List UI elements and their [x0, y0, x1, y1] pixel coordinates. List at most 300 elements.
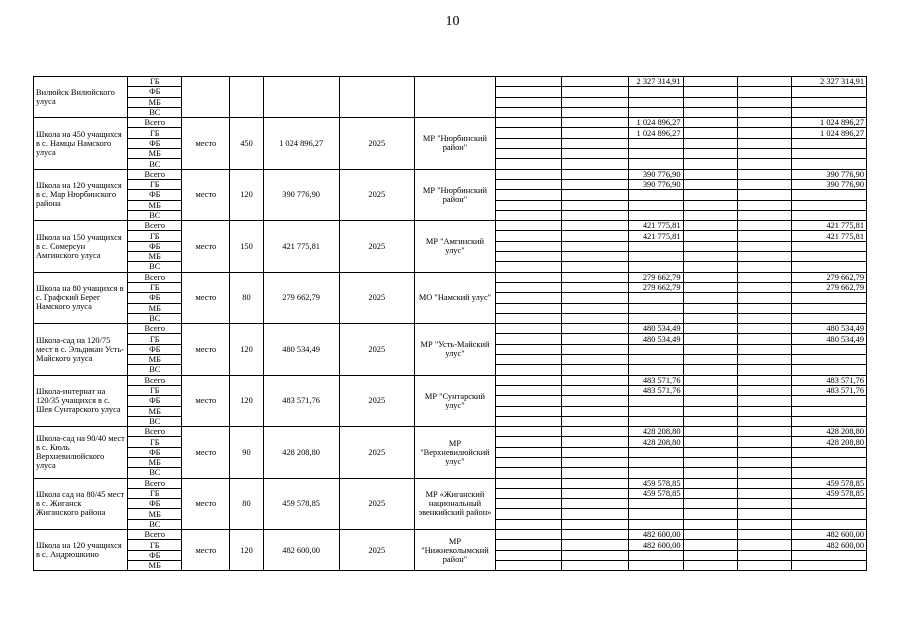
empty-cell: [683, 468, 737, 478]
funding-source-cell: ГБ: [128, 540, 182, 550]
amount-cell: [629, 303, 683, 313]
funding-source-cell: ФБ: [128, 499, 182, 509]
amount-cell: 1 024 896,27: [629, 118, 683, 128]
funding-source-cell: ВС: [128, 107, 182, 117]
empty-cell: [562, 272, 629, 282]
cost-cell: 428 208,80: [263, 427, 339, 478]
unit-cell: место: [182, 530, 230, 571]
total-amount-cell: [791, 550, 866, 560]
funding-source-cell: МБ: [128, 406, 182, 416]
total-amount-cell: 480 534,49: [791, 324, 866, 334]
empty-cell: [562, 406, 629, 416]
empty-cell: [737, 138, 791, 148]
amount-cell: [629, 344, 683, 354]
empty-cell: [562, 200, 629, 210]
empty-cell: [683, 447, 737, 457]
empty-cell: [562, 519, 629, 529]
empty-cell: [496, 530, 562, 540]
empty-cell: [496, 221, 562, 231]
empty-cell: [737, 97, 791, 107]
amount-cell: 1 024 896,27: [629, 128, 683, 138]
empty-cell: [496, 550, 562, 560]
year-cell: 2025: [339, 272, 414, 323]
empty-cell: [683, 416, 737, 426]
empty-cell: [737, 334, 791, 344]
cost-cell: 459 578,85: [263, 478, 339, 529]
empty-cell: [683, 550, 737, 560]
funding-source-cell: ФБ: [128, 550, 182, 560]
funding-source-cell: ГБ: [128, 231, 182, 241]
empty-cell: [562, 138, 629, 148]
empty-cell: [562, 303, 629, 313]
empty-cell: [737, 540, 791, 550]
empty-cell: [562, 179, 629, 189]
funding-source-cell: МБ: [128, 457, 182, 467]
empty-cell: [683, 118, 737, 128]
budget-table: [33, 76, 867, 571]
year-cell: 2025: [339, 169, 414, 220]
empty-cell: [683, 77, 737, 87]
empty-cell: [496, 252, 562, 262]
table-row: [34, 77, 867, 87]
empty-cell: [683, 149, 737, 159]
amount-cell: [629, 365, 683, 375]
funding-source-cell: ФБ: [128, 87, 182, 97]
empty-cell: [562, 313, 629, 323]
table-row: [34, 169, 867, 179]
empty-cell: [683, 272, 737, 282]
amount-cell: 2 327 314,91: [629, 77, 683, 87]
capacity-cell: 90: [230, 427, 263, 478]
amount-cell: [629, 396, 683, 406]
empty-cell: [562, 396, 629, 406]
funding-source-cell: Всего: [128, 478, 182, 488]
empty-cell: [683, 488, 737, 498]
cost-cell: 279 662,79: [263, 272, 339, 323]
total-amount-cell: 279 662,79: [791, 272, 866, 282]
responsible-cell: МР "Амгинский улус": [414, 221, 495, 272]
funding-source-cell: Всего: [128, 530, 182, 540]
total-amount-cell: 482 600,00: [791, 530, 866, 540]
funding-source-cell: ФБ: [128, 293, 182, 303]
total-amount-cell: [791, 87, 866, 97]
total-amount-cell: 483 571,76: [791, 375, 866, 385]
empty-cell: [683, 282, 737, 292]
amount-cell: [629, 509, 683, 519]
table-row: [34, 478, 867, 488]
total-amount-cell: [791, 396, 866, 406]
total-amount-cell: 390 776,90: [791, 169, 866, 179]
empty-cell: [683, 252, 737, 262]
amount-cell: 279 662,79: [629, 272, 683, 282]
table-row: [34, 272, 867, 282]
empty-cell: [683, 303, 737, 313]
funding-source-cell: ФБ: [128, 447, 182, 457]
empty-cell: [683, 365, 737, 375]
funding-source-cell: ВС: [128, 468, 182, 478]
empty-cell: [496, 457, 562, 467]
amount-cell: 483 571,76: [629, 385, 683, 395]
year-cell: 2025: [339, 375, 414, 426]
funding-source-cell: ГБ: [128, 385, 182, 395]
empty-cell: [562, 447, 629, 457]
empty-cell: [562, 355, 629, 365]
empty-cell: [496, 519, 562, 529]
total-amount-cell: 459 578,85: [791, 488, 866, 498]
total-amount-cell: 482 600,00: [791, 540, 866, 550]
year-cell: 2025: [339, 221, 414, 272]
empty-cell: [496, 427, 562, 437]
funding-source-cell: ФБ: [128, 344, 182, 354]
empty-cell: [562, 282, 629, 292]
empty-cell: [737, 87, 791, 97]
responsible-cell: МО "Намский улус": [414, 272, 495, 323]
object-name-cell: Школа-сад на 90/40 мест в с. Кюль Верхневилюйского улуса: [34, 427, 128, 478]
cost-cell: 421 775,81: [263, 221, 339, 272]
empty-cell: [737, 128, 791, 138]
amount-cell: 428 208,80: [629, 437, 683, 447]
empty-cell: [496, 262, 562, 272]
funding-source-cell: МБ: [128, 303, 182, 313]
empty-cell: [737, 190, 791, 200]
empty-cell: [496, 324, 562, 334]
empty-cell: [562, 293, 629, 303]
total-amount-cell: 428 208,80: [791, 427, 866, 437]
funding-source-cell: ФБ: [128, 138, 182, 148]
empty-cell: [737, 107, 791, 117]
empty-cell: [737, 118, 791, 128]
empty-cell: [737, 447, 791, 457]
year-cell: 2025: [339, 530, 414, 571]
empty-cell: [737, 427, 791, 437]
empty-cell: [683, 210, 737, 220]
funding-source-cell: ВС: [128, 159, 182, 169]
empty-cell: [737, 519, 791, 529]
total-amount-cell: [791, 355, 866, 365]
total-amount-cell: 483 571,76: [791, 385, 866, 395]
funding-source-cell: ФБ: [128, 241, 182, 251]
empty-cell: [737, 159, 791, 169]
empty-cell: [562, 344, 629, 354]
total-amount-cell: [791, 210, 866, 220]
empty-cell: [737, 200, 791, 210]
empty-cell: [737, 509, 791, 519]
empty-cell: [683, 221, 737, 231]
empty-cell: [562, 128, 629, 138]
amount-cell: [629, 159, 683, 169]
empty-cell: [496, 77, 562, 87]
cost-cell: 483 571,76: [263, 375, 339, 426]
unit-cell: место: [182, 169, 230, 220]
total-amount-cell: 390 776,90: [791, 179, 866, 189]
funding-source-cell: ГБ: [128, 334, 182, 344]
responsible-cell: МР "Нюрбинский район": [414, 118, 495, 169]
empty-cell: [737, 169, 791, 179]
amount-cell: 428 208,80: [629, 427, 683, 437]
responsible-cell: МР "Сунтарский улус": [414, 375, 495, 426]
unit-cell: место: [182, 427, 230, 478]
empty-cell: [737, 221, 791, 231]
object-name-cell: Школа на 120 учащихся в с. Мар Нюрбинского района: [34, 169, 128, 220]
responsible-cell: МР "Нюрбинский район": [414, 169, 495, 220]
empty-cell: [562, 107, 629, 117]
empty-cell: [496, 231, 562, 241]
funding-source-cell: ВС: [128, 210, 182, 220]
object-name-cell: Школа-интернат на 120/35 учащихся в с. Шея Сунтарского улуса: [34, 375, 128, 426]
table-row: [34, 118, 867, 128]
empty-cell: [496, 365, 562, 375]
amount-cell: [629, 293, 683, 303]
empty-cell: [562, 262, 629, 272]
amount-cell: 483 571,76: [629, 375, 683, 385]
empty-cell: [683, 313, 737, 323]
empty-cell: [496, 128, 562, 138]
year-cell: [339, 77, 414, 118]
empty-cell: [562, 169, 629, 179]
unit-cell: место: [182, 272, 230, 323]
empty-cell: [496, 375, 562, 385]
empty-cell: [562, 210, 629, 220]
total-amount-cell: 1 024 896,27: [791, 118, 866, 128]
funding-source-cell: ВС: [128, 519, 182, 529]
empty-cell: [562, 241, 629, 251]
funding-source-cell: Всего: [128, 375, 182, 385]
empty-cell: [562, 468, 629, 478]
empty-cell: [737, 149, 791, 159]
empty-cell: [562, 509, 629, 519]
empty-cell: [683, 560, 737, 570]
empty-cell: [737, 313, 791, 323]
empty-cell: [496, 138, 562, 148]
funding-source-cell: МБ: [128, 560, 182, 570]
funding-source-cell: Всего: [128, 221, 182, 231]
empty-cell: [496, 200, 562, 210]
empty-cell: [496, 293, 562, 303]
unit-cell: место: [182, 478, 230, 529]
empty-cell: [496, 282, 562, 292]
total-amount-cell: 421 775,81: [791, 231, 866, 241]
empty-cell: [496, 241, 562, 251]
empty-cell: [683, 200, 737, 210]
total-amount-cell: 2 327 314,91: [791, 77, 866, 87]
empty-cell: [496, 159, 562, 169]
empty-cell: [737, 324, 791, 334]
amount-cell: 390 776,90: [629, 169, 683, 179]
empty-cell: [496, 97, 562, 107]
amount-cell: [629, 87, 683, 97]
empty-cell: [737, 344, 791, 354]
responsible-cell: МР «Жиганский национальный эвенкийский район»: [414, 478, 495, 529]
object-name-cell: Школа на 80 учащихся в с. Графский Берег Намского улуса: [34, 272, 128, 323]
empty-cell: [683, 128, 737, 138]
empty-cell: [496, 313, 562, 323]
capacity-cell: 80: [230, 478, 263, 529]
empty-cell: [562, 427, 629, 437]
capacity-cell: 150: [230, 221, 263, 272]
empty-cell: [737, 437, 791, 447]
amount-cell: 390 776,90: [629, 179, 683, 189]
empty-cell: [683, 241, 737, 251]
total-amount-cell: [791, 344, 866, 354]
empty-cell: [496, 107, 562, 117]
total-amount-cell: [791, 241, 866, 251]
empty-cell: [496, 87, 562, 97]
amount-cell: [629, 149, 683, 159]
funding-source-cell: ГБ: [128, 488, 182, 498]
amount-cell: [629, 355, 683, 365]
empty-cell: [496, 179, 562, 189]
object-name-cell: Школа на 120 учащихся в с. Андрюшкино: [34, 530, 128, 571]
total-amount-cell: [791, 303, 866, 313]
cost-cell: 1 024 896,27: [263, 118, 339, 169]
total-amount-cell: [791, 252, 866, 262]
empty-cell: [737, 396, 791, 406]
table-row: [34, 530, 867, 540]
table-row: [34, 427, 867, 437]
capacity-cell: 120: [230, 530, 263, 571]
empty-cell: [562, 540, 629, 550]
amount-cell: [629, 416, 683, 426]
total-amount-cell: 1 024 896,27: [791, 128, 866, 138]
capacity-cell: 120: [230, 169, 263, 220]
empty-cell: [683, 437, 737, 447]
unit-cell: [182, 77, 230, 118]
total-amount-cell: [791, 365, 866, 375]
empty-cell: [562, 231, 629, 241]
funding-source-cell: Всего: [128, 169, 182, 179]
empty-cell: [683, 406, 737, 416]
empty-cell: [683, 509, 737, 519]
amount-cell: [629, 200, 683, 210]
amount-cell: [629, 107, 683, 117]
empty-cell: [496, 406, 562, 416]
funding-source-cell: ГБ: [128, 282, 182, 292]
capacity-cell: 120: [230, 324, 263, 375]
amount-cell: [629, 241, 683, 251]
empty-cell: [737, 375, 791, 385]
total-amount-cell: [791, 97, 866, 107]
amount-cell: [629, 499, 683, 509]
empty-cell: [496, 169, 562, 179]
capacity-cell: 80: [230, 272, 263, 323]
empty-cell: [737, 293, 791, 303]
total-amount-cell: [791, 313, 866, 323]
empty-cell: [562, 252, 629, 262]
amount-cell: 480 534,49: [629, 324, 683, 334]
empty-cell: [562, 118, 629, 128]
empty-cell: [737, 478, 791, 488]
empty-cell: [737, 488, 791, 498]
total-amount-cell: [791, 149, 866, 159]
total-amount-cell: [791, 159, 866, 169]
empty-cell: [683, 138, 737, 148]
funding-source-cell: ГБ: [128, 77, 182, 87]
year-cell: 2025: [339, 427, 414, 478]
empty-cell: [562, 97, 629, 107]
total-amount-cell: [791, 190, 866, 200]
funding-source-cell: Всего: [128, 324, 182, 334]
empty-cell: [683, 355, 737, 365]
funding-source-cell: МБ: [128, 97, 182, 107]
year-cell: 2025: [339, 478, 414, 529]
empty-cell: [562, 457, 629, 467]
empty-cell: [562, 385, 629, 395]
empty-cell: [496, 478, 562, 488]
empty-cell: [683, 530, 737, 540]
empty-cell: [737, 560, 791, 570]
empty-cell: [496, 334, 562, 344]
empty-cell: [562, 560, 629, 570]
total-amount-cell: [791, 293, 866, 303]
amount-cell: 480 534,49: [629, 334, 683, 344]
empty-cell: [562, 324, 629, 334]
empty-cell: [737, 262, 791, 272]
empty-cell: [496, 396, 562, 406]
responsible-cell: МР "Верхневилюйский улус": [414, 427, 495, 478]
empty-cell: [562, 159, 629, 169]
amount-cell: [629, 138, 683, 148]
cost-cell: [263, 77, 339, 118]
empty-cell: [683, 499, 737, 509]
funding-source-cell: Всего: [128, 427, 182, 437]
empty-cell: [496, 303, 562, 313]
funding-source-cell: ГБ: [128, 437, 182, 447]
funding-source-cell: ВС: [128, 262, 182, 272]
empty-cell: [683, 324, 737, 334]
empty-cell: [562, 365, 629, 375]
total-amount-cell: 480 534,49: [791, 334, 866, 344]
empty-cell: [496, 488, 562, 498]
amount-cell: [629, 210, 683, 220]
empty-cell: [683, 97, 737, 107]
empty-cell: [683, 334, 737, 344]
funding-source-cell: ГБ: [128, 179, 182, 189]
empty-cell: [737, 272, 791, 282]
funding-source-cell: МБ: [128, 149, 182, 159]
empty-cell: [562, 488, 629, 498]
amount-cell: 459 578,85: [629, 478, 683, 488]
empty-cell: [683, 478, 737, 488]
empty-cell: [737, 416, 791, 426]
page-number: 10: [445, 14, 460, 29]
empty-cell: [683, 427, 737, 437]
empty-cell: [683, 540, 737, 550]
empty-cell: [683, 293, 737, 303]
total-amount-cell: [791, 447, 866, 457]
empty-cell: [496, 210, 562, 220]
cost-cell: 390 776,90: [263, 169, 339, 220]
empty-cell: [683, 169, 737, 179]
total-amount-cell: [791, 416, 866, 426]
empty-cell: [562, 77, 629, 87]
empty-cell: [562, 87, 629, 97]
responsible-cell: МР "Нижнеколымский район": [414, 530, 495, 571]
total-amount-cell: [791, 406, 866, 416]
unit-cell: место: [182, 375, 230, 426]
empty-cell: [737, 365, 791, 375]
empty-cell: [496, 118, 562, 128]
amount-cell: [629, 252, 683, 262]
total-amount-cell: [791, 457, 866, 467]
amount-cell: 482 600,00: [629, 530, 683, 540]
empty-cell: [496, 355, 562, 365]
year-cell: 2025: [339, 118, 414, 169]
empty-cell: [496, 272, 562, 282]
empty-cell: [562, 499, 629, 509]
empty-cell: [562, 375, 629, 385]
empty-cell: [683, 87, 737, 97]
empty-cell: [683, 344, 737, 354]
